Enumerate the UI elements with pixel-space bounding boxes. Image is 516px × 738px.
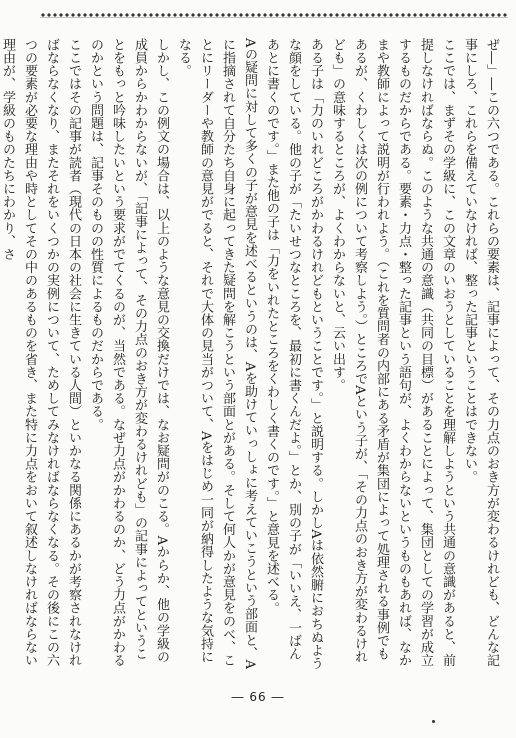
decorative-top-border	[40, 12, 508, 18]
page-number: ― 66 ―	[231, 690, 285, 704]
paragraph-3: ある子は「力のいれどころがかわるけれどもということです。」と説明する。しかしAは依然腑におちぬような顔をしている。他の子が「たいせつなところを、最初に書くんだよ。」とか、別の子が「いいえ、一ばんあとに書くのです。」また他の子は「力をいれたところをくわしく書くのです。」と意見を述べる。	[264, 38, 323, 670]
print-speck	[432, 720, 435, 723]
paragraph-6: ここではその記事が読者（現代の日本の社会に生きている人間）といかなる関係にあるかが考察されなければならなくなり、またそれをいくつかの実例について、ためしてみなければならなくなる。その後にこの六つの要素が必要な理由や時としてその中のあるものを省き、また特に力点をおいて叙述しなければならない理由が、学級のものたちにわかり、さ	[0, 38, 81, 667]
vertical-body-text	[0, 38, 502, 670]
paragraph-4: Aの疑問に対して多くの子が意見を述べるというのは、Aを助けていっしょに考えていこうという部面と、Aに指摘されて自分たち自身に起ってきた疑問を解こうという部面とがある。そして何人かが意見をのべ、ことにリーダーや教師の意見がでると、それで大体の見当がついて、Aをはじめ一同が納得したような気持になる。	[176, 38, 257, 670]
paragraph-2: ここでは、まずその学級に、この文章のいおうとしていることを理解しようという共通の意識があると、前提しなければならぬ。このような共通の意識（共同の目標）があることによって、集団としての学習が成立するものだからである。要素・力点・整った記事という語句が、よくわからないというものもあれば、なかまや教師によって説明が行われよう。（これを質問者の内部にある矛盾が集団によって処理される事例でもあるが、くわしくは次の例について考察しよう。）ところでAという子が、「その力点のおき方が変わるけれども」の意味するところが、よくわからないと、云い出す。	[330, 38, 455, 667]
paragraph-1: ぜ―」―この六つである。これらの要素は、記事によって、その力点のおき方が変わるけれども、どんな記事にしろ、これらを備えていなければ、整った記事ということはできない。	[462, 38, 499, 667]
paragraph-5: しかし、この例文の場合は、以上のような意見の交換だけでは、なお疑問がのこる。Aからか、他の学級の成員からかわからないが、「記事によって、その力点のおき方が変わるけれども」の記事によってということをもっと吟味したいという要求がでてくるのが、当然である。なぜ力点がかわるのか、どう力点がかわるのかという問題は、記事そのものの性質によるものだからである。	[88, 38, 169, 667]
